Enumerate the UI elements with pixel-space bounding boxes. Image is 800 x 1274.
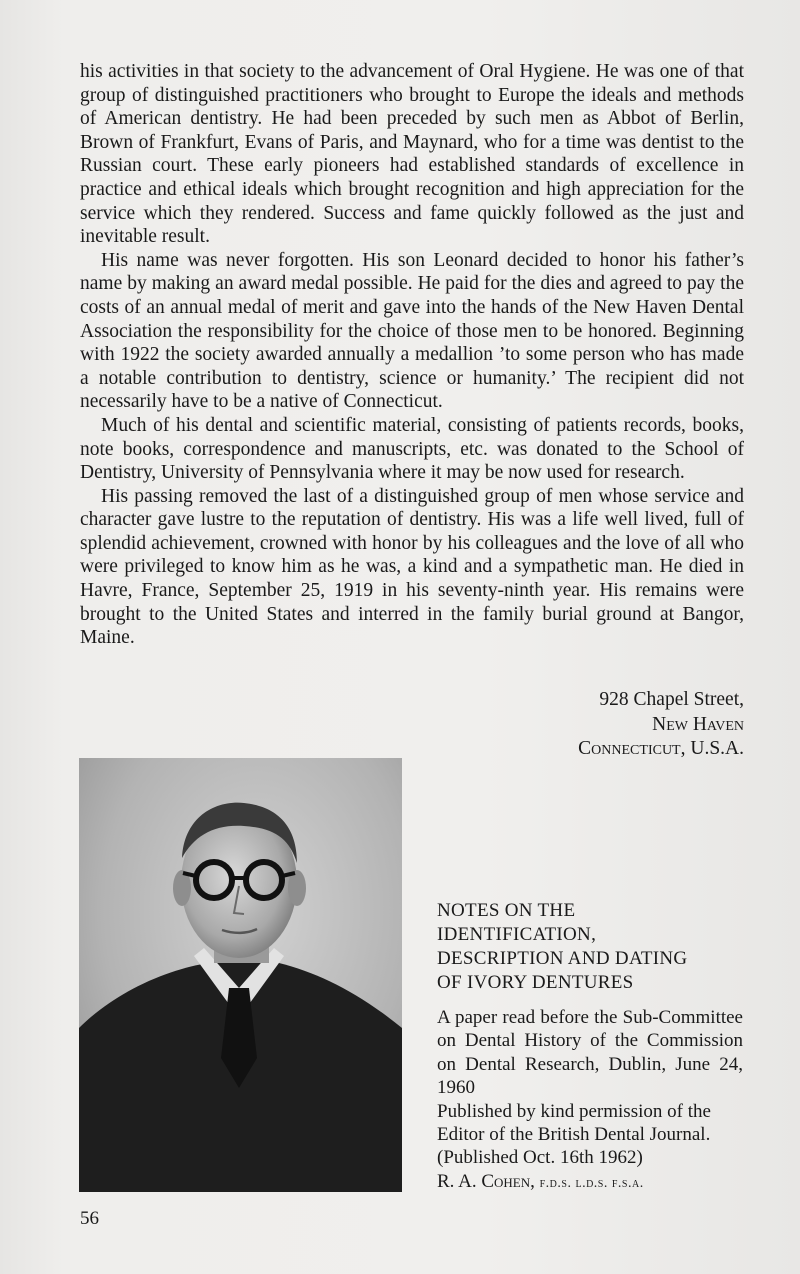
published-line: (Published Oct. 16th 1962) bbox=[437, 1147, 643, 1169]
portrait-illustration bbox=[79, 758, 402, 1192]
portrait-photo bbox=[79, 758, 402, 1192]
article-title bbox=[437, 899, 757, 995]
address-state: Connecticut, U.S.A. bbox=[578, 738, 744, 759]
published-line: Published by kind permission of the bbox=[437, 1100, 711, 1122]
article-title-line: IDENTIFICATION, bbox=[437, 924, 597, 945]
address-street: 928 Chapel Street, bbox=[599, 689, 744, 710]
published-line: Editor of the British Dental Journal. bbox=[437, 1124, 711, 1146]
author-name: R. A. Cohen, bbox=[437, 1170, 535, 1192]
body-paragraph: His name was never forgotten. His son Leonard decided to honor his father’s name by making an award medal possible. He paid for the dies and agreed to pay the costs of an annual medal of merit and gave into the hands of the New Haven Dental Association the responsibility for the choice of those men to be honored. Beginning with 1922 the society awarded annually a medallion ’to some person who has made a notable contribution to dentistry, science or humanity.’ The recipient did not necessarily have to be a native of Connecticut. bbox=[80, 249, 744, 413]
body-paragraph: His passing removed the last of a distinguished group of men whose service and character gave lustre to the reputation of dentistry. His was a life well lived, full of splendid achievement, crowned with honor by his colleagues and the love of all who were privileged to know him as he was, a kind and a sympathetic man. He died in Havre, France, September 25, 1919 in his seventy-ninth year. His remains were brought to the United States and interred in the family burial ground at Bangor, Maine. bbox=[80, 485, 744, 649]
note-paragraph: A paper read before the Sub-Committee on Dental History of the Commission on Dental Research, Dublin, June 24, 1960 bbox=[437, 1007, 743, 1099]
author-byline bbox=[437, 1170, 743, 1195]
author-credentials: f.d.s. l.d.s. f.s.a. bbox=[539, 1175, 644, 1191]
page-number: 56 bbox=[80, 1208, 99, 1229]
article-body bbox=[80, 60, 744, 650]
author-address bbox=[578, 688, 744, 762]
article-note bbox=[437, 1006, 743, 1195]
address-city: New Haven bbox=[652, 713, 744, 735]
article-title-line: NOTES ON THE bbox=[437, 900, 576, 921]
article-title-line: OF IVORY DENTURES bbox=[437, 972, 634, 993]
article-title-line: DESCRIPTION AND DATING bbox=[437, 948, 688, 969]
body-paragraph: Much of his dental and scientific material, consisting of patients records, books, note books, correspondence and manuscripts, etc. was donated to the School of Dentistry, University of Pennsylvania where it may be now used for research. bbox=[80, 414, 744, 484]
body-paragraph: his activities in that society to the advancement of Oral Hygiene. He was one of that group of distinguished practitioners who brought to Europe the ideals and methods of American dentistry. He had been preceded by such men as Abbot of Berlin, Brown of Frankfurt, Evans of Paris, and Maynard, who for a time was dentist to the Russian court. These early pioneers had established standards of excellence in practice and ethical ideals which brought recognition and high appreciation for the service which they rendered. Success and fame quickly followed as the just and inevitable result. bbox=[80, 61, 744, 248]
